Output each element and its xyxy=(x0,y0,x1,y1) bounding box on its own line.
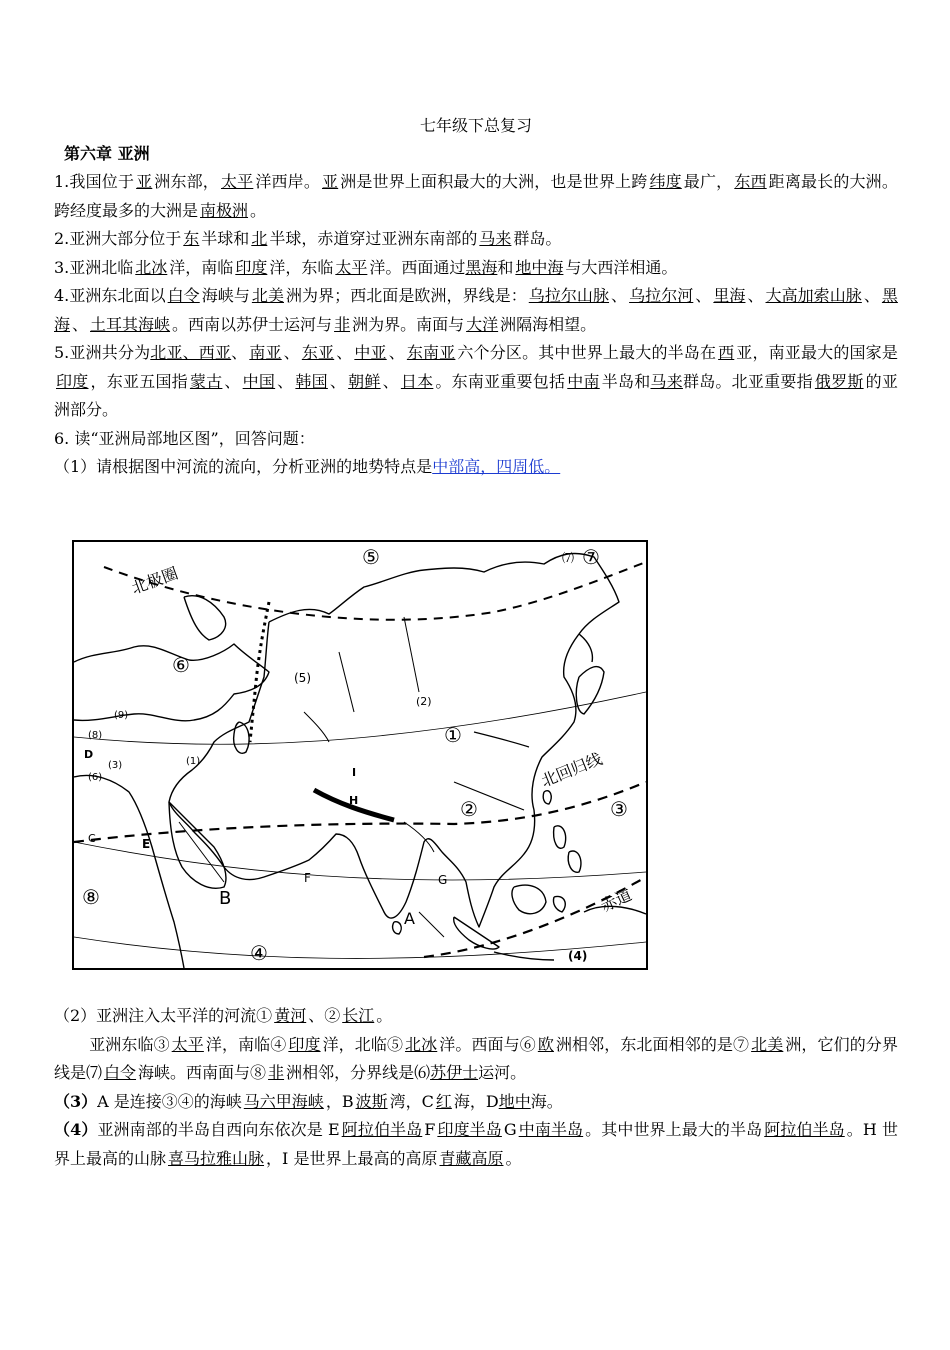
river xyxy=(404,617,419,692)
arctic-circle-line xyxy=(104,562,646,620)
worksheet xyxy=(54,112,898,482)
asia-regional-map xyxy=(72,540,648,970)
tropic-of-cancer-label: 北回归线 xyxy=(538,749,605,791)
answer: 印度 xyxy=(56,371,89,391)
map-label: ⑺ xyxy=(562,551,575,565)
river xyxy=(474,732,529,747)
answer: 阿拉伯半岛 xyxy=(341,1120,423,1139)
chapter-heading: 第六章 亚洲 xyxy=(64,144,150,163)
answer: 北冰 xyxy=(135,257,168,277)
map-label: ⑥ xyxy=(172,653,190,677)
island-outline xyxy=(393,922,402,934)
map-label: C xyxy=(88,832,96,845)
answer: 马来 xyxy=(650,371,683,391)
page-title: 七年级下总复习 xyxy=(419,116,532,135)
answer: 苏伊士 xyxy=(430,1063,479,1082)
answer: 朝鲜 xyxy=(348,371,381,391)
answer: 中南 xyxy=(567,371,600,391)
graticule-line xyxy=(74,937,646,958)
island-outline xyxy=(543,791,551,804)
answer: 南极洲 xyxy=(200,200,249,220)
caspian-sea-outline xyxy=(234,722,249,753)
river xyxy=(404,822,434,852)
answer: 韩国 xyxy=(295,371,328,391)
question-6-part-1: （1）请根据图中河流的流向，分析亚洲的地势特点是中部高，四周低。 xyxy=(54,457,561,476)
map-label: ③ xyxy=(610,797,628,821)
map-label: ② xyxy=(460,797,478,821)
answer: 喜马拉雅山脉 xyxy=(168,1148,265,1168)
answer: 俄罗斯 xyxy=(814,371,864,391)
question-4: 4.亚洲东北面以 白令 海峡与 北美 洲为界；西北面是欧洲，界线是： 乌拉尔山脉 、 乌拉尔河 、 里海 、 大高加索山脉 、 黑海 、 土耳其海峡 。西南以苏伊士运河与 非 洲为界。南面与 大洋 洲隔海相望。 xyxy=(54,286,898,334)
river xyxy=(339,652,354,712)
borneo-outline xyxy=(512,885,546,914)
map-label: ⑧ xyxy=(82,885,100,909)
answer: 非 xyxy=(268,1063,285,1082)
river xyxy=(304,712,329,742)
question-6-part-2: （2）亚洲注入太平洋的河流① 黄河 、② 长江 。 xyxy=(54,1006,393,1025)
map-label: (8) xyxy=(88,730,103,741)
ural-boundary xyxy=(250,602,269,742)
answer: 白令 xyxy=(104,1063,137,1082)
answer: 亚 xyxy=(136,172,153,191)
island-outline xyxy=(568,851,581,872)
answer: 黑海 xyxy=(54,286,898,334)
answer: 中国 xyxy=(242,371,276,391)
scandinavia-outline xyxy=(184,596,226,640)
question-6-part-4: （4）亚洲南部的半岛自西向东依次是 E 阿拉伯半岛 F 印度半岛 G 中南半岛 。其中世界上最大的半岛 阿拉伯半岛 。H 世界上最高的山脉 喜马拉雅山脉 ，I 是世界上最高的高原 青藏高原 。 xyxy=(54,1120,898,1168)
answer: 中南半岛 xyxy=(518,1120,584,1139)
answer: 北美 xyxy=(251,286,284,305)
map-label: ④ xyxy=(250,941,268,965)
answer: 东西 xyxy=(734,172,767,191)
equator-label: 赤道 xyxy=(597,884,635,916)
answer: 印度 xyxy=(288,1034,321,1054)
answer: 乌拉尔河 xyxy=(629,286,694,305)
map-label: ⑤ xyxy=(362,545,380,569)
answer: 纬度 xyxy=(649,172,682,191)
answer: 中亚 xyxy=(354,343,387,362)
question-3: 3.亚洲北临 北冰 洋，南临 印度 洋，东临 太平 洋。西面通过黑海和 地中海 与大西洋相通。 xyxy=(54,257,678,277)
answer: 欧 xyxy=(537,1034,554,1054)
map-label: B xyxy=(219,888,232,909)
answer: 蒙古 xyxy=(189,371,223,391)
map-label: ⑦ xyxy=(582,545,600,569)
answer: 南亚 xyxy=(249,343,282,362)
answer: 西 xyxy=(718,343,735,362)
answer: 黄河 xyxy=(274,1006,307,1025)
map-label: H xyxy=(349,794,359,807)
answer: 北亚、西亚 xyxy=(150,343,232,362)
answer: 乌拉尔山脉 xyxy=(528,286,610,305)
map-label: (5) xyxy=(294,671,311,685)
answer: 太平 xyxy=(220,172,254,191)
answer: 非 xyxy=(334,314,351,334)
answer: 北冰 xyxy=(405,1034,438,1054)
pointer-line xyxy=(419,912,444,937)
java-outline xyxy=(494,952,554,960)
island-outline xyxy=(553,896,565,912)
answer: 北 xyxy=(251,229,268,248)
questions-below-map xyxy=(54,1002,898,1173)
map-label: G xyxy=(438,873,448,887)
answer: 马来 xyxy=(479,229,512,248)
map-label: (9) xyxy=(114,710,129,721)
map-label: F xyxy=(304,871,311,885)
question-6-part-3: （3）A 是连接③④的海峡 马六甲海峡 ，B 波斯 湾，C 红 海，D地中海。 xyxy=(54,1091,563,1111)
asia-outline xyxy=(169,553,619,927)
answer: 波斯 xyxy=(355,1091,388,1111)
answer: 东 xyxy=(183,229,200,248)
map-label: I xyxy=(352,766,357,779)
answer: 黑海 xyxy=(465,257,498,277)
answer: 阿拉伯半岛 xyxy=(764,1120,845,1139)
answer: 印度半岛 xyxy=(437,1120,502,1139)
map-label: (4) xyxy=(568,949,588,963)
map-label: (3) xyxy=(108,760,123,771)
answer: 太平 xyxy=(335,257,368,277)
question-6-intro: 6. 读“亚洲局部地区图”，回答问题： xyxy=(54,428,315,448)
answer: 印度 xyxy=(235,257,268,277)
answer: 土耳其海峡 xyxy=(90,314,171,334)
question-1: 1.我国位于 亚 洲东部， 太平 洋西岸。 亚 洲是世界上面积最大的大洲，也是世界上跨 纬度 最广， 东西 距离最长的大洲。跨经度最多的大洲是 南极洲 。 xyxy=(54,172,898,220)
answer: 大洋 xyxy=(466,314,499,334)
answer: 太平 xyxy=(171,1034,204,1054)
answer: 中部高，四周低 xyxy=(432,457,545,476)
question-2: 2.亚洲大部分位于 东 半球和 北 半球，赤道穿过亚洲东南部的 马来 群岛。 xyxy=(54,229,562,248)
japan-outline xyxy=(576,667,604,714)
map-label: (1) xyxy=(186,756,201,767)
answer: 地中海 xyxy=(515,257,564,277)
map-label: (6) xyxy=(88,772,103,783)
map-label: (2) xyxy=(416,695,432,708)
map-label: E xyxy=(142,837,151,851)
answer: 大高加索山脉 xyxy=(765,286,862,305)
island-outline xyxy=(554,826,566,848)
answer: 里海 xyxy=(713,286,746,305)
answer: 亚 xyxy=(322,172,339,191)
answer: 地中 xyxy=(498,1091,531,1111)
map-label: D xyxy=(84,748,94,761)
question-5: 5.亚洲共分为北亚、西亚、 南亚 、 东亚 、 中亚 、 东南亚 六个分区。其中世界上最大的半岛在 西 亚，南亚最大的国家是印度 ，东亚五国指 蒙古 、 中国 、 韩国 、 朝鲜 、 日本 。东南亚重要包括 中南 半岛和马来群岛。北亚重要指 俄罗斯 的亚洲部分。 xyxy=(54,343,898,419)
map-label: ① xyxy=(444,723,462,747)
answer: 青藏高原 xyxy=(439,1148,504,1168)
answer: 红 xyxy=(435,1091,452,1111)
answer: 长江 xyxy=(342,1006,375,1025)
graticule-line xyxy=(74,692,646,744)
map-label: A xyxy=(404,909,415,928)
answer: 日本 xyxy=(400,371,434,391)
arctic-circle-label: 北极圈 xyxy=(128,563,181,598)
answer: 北美 xyxy=(751,1034,784,1054)
answer: 东亚 xyxy=(301,343,335,362)
question-6-part-2b: 亚洲东临③ 太平 洋，南临④ 印度 洋，北临⑤ 北冰 洋。西面与⑥ 欧 洲相邻，东北面相邻的是⑦ 北美 洲，它们的分界线是⑺ 白令 海峡。西南面与⑧ 非 洲相邻，分界线是⑹苏伊士运河。 xyxy=(54,1034,898,1082)
answer: 白令 xyxy=(167,286,200,305)
answer: 东南亚 xyxy=(406,343,456,362)
coast-line xyxy=(579,634,592,662)
answer: 马六甲海峡 xyxy=(243,1091,324,1111)
